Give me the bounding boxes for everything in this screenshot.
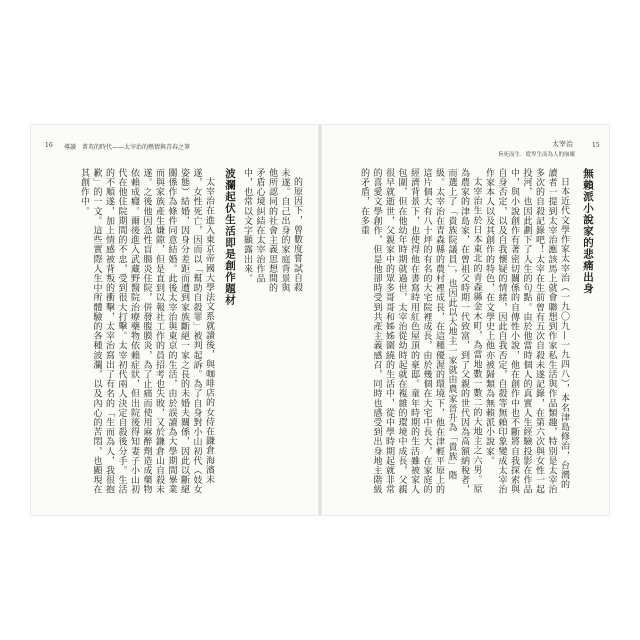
book-spread bbox=[31, 125, 609, 515]
left-page bbox=[31, 125, 320, 515]
right-page-number: 15 bbox=[592, 142, 600, 149]
chapter-heading: 無賴派小說家的悲痛出身 bbox=[582, 168, 594, 295]
right-running-head-subtitle: 旨死而生．從卑生而為人的崩壞 bbox=[498, 152, 576, 158]
left-page-number: 16 bbox=[45, 142, 53, 149]
left-top-paragraph-block bbox=[242, 168, 303, 300]
right-running-head-title: 太宰治 bbox=[552, 140, 573, 148]
section-heading: 波瀾起伏生活即是創作題材 bbox=[224, 168, 236, 306]
paragraph: 日本近代文學作家太宰治（一九〇九—一九四八），本名津島修治，台灣的讀者一提到太宰治應該馬上就會聯想到作家私生活與作品類趣，特別是太宰治多次的自殺記錄吧！太宰在生前曾有五次自殺未遂記錄，在第六次與女性一起投河，也因此劃下了人生的句點。由於他當時個人的真實人生經驗投影在作品中，與小說創作有著密切關係的自傳性小說，他在創作中也不斷將自我探索與自身否定，以及自我懷疑的情緒，因此自我否定，自殺等無賴印象變成太宰治作家本人以及其創作的特色，在文學史上他亦被歸類為無賴派小說家。 bbox=[484, 168, 569, 495]
right-page bbox=[320, 125, 609, 515]
left-body-column bbox=[45, 168, 215, 498]
paragraph: 的原因下，曾數度嘗試自殺未遂。自己出身的家庭背景與他所認同的社會主義思想間的矛盾心境糾結在太宰治作品中，也常以文字顯露出來。 bbox=[242, 168, 302, 293]
paragraph: 太宰治生於日本東北的青森縣金木町，為當地數一數二的大地主之六男。原為農家的津島家，在曾祖父時期一代致富，到了父親的世代因為高額納稅者，而選上了「貴族院議員」，也因此以大地主一家就由農家晉升為「貴族」階級。太宰治在青森縣的農村裡成長，在這種優渥的環境下，他在津輕平原上的這片個大有八十坪的有名的大宅院裡成長，由於幾個在大宅中長大，在家庭的經濟背景下，也使得他在書寫時用紅色屋頂的豪邸。童年時期的生活雖被家人包圍，但在他幼年時期就過世，太宰治從幼時起就在複雜的環境中成長，父親很早就逝世，父親家中的眾多哥哥和姊姊圍繞的生活中，從中學時期起就非常的喜愛文學創作，但是他卻時受到共產主義感召，同時也感受到出身地主階級的矛盾，在多重 bbox=[359, 168, 482, 495]
paragraph: 太宰治在進入東京帝國大學法文系就讀後，與咖啡店的女侍在鎌倉海濱未遂，女性死亡，因而以「幫助自殺罪」被判起訴。為了自身對小山初代（妓女姿態）結婚，因身分差距而遭到家族斷絕一家之長的未婚夫關係，因此以斷絕關係作為條件同意結婚。此後太宰治與東京的生活，由於誤讀為大學期間畢業而與家族產生嫌隙，但是直到以報社工作的員招考也失敗，又於鎌倉山自殺未遂。之後他因急性盲腸炎住院，併發腹膜炎，為了止痛而使用麻醉劑造成藥物依賴成癮。爾後進入武藏野醫院治療藥物依賴症狀，但出院後得知妻子小山初代在他住院期間的不忠，受到很大打擊。太宰初代兩人決定自殺後分手。生活的不順遂，加上情感被背叛的衝擊，太宰治寫出了有名的「生而為人，我很抱歉」的一文。這些實際人生中所體驗的各種波瀾，以及內心的苦悶，也顯現在其創作中。 bbox=[79, 168, 214, 495]
right-body-column bbox=[330, 168, 570, 498]
left-running-head: 導讀 菁英的時代——太宰治的熱情與青春之筆 bbox=[64, 144, 191, 151]
